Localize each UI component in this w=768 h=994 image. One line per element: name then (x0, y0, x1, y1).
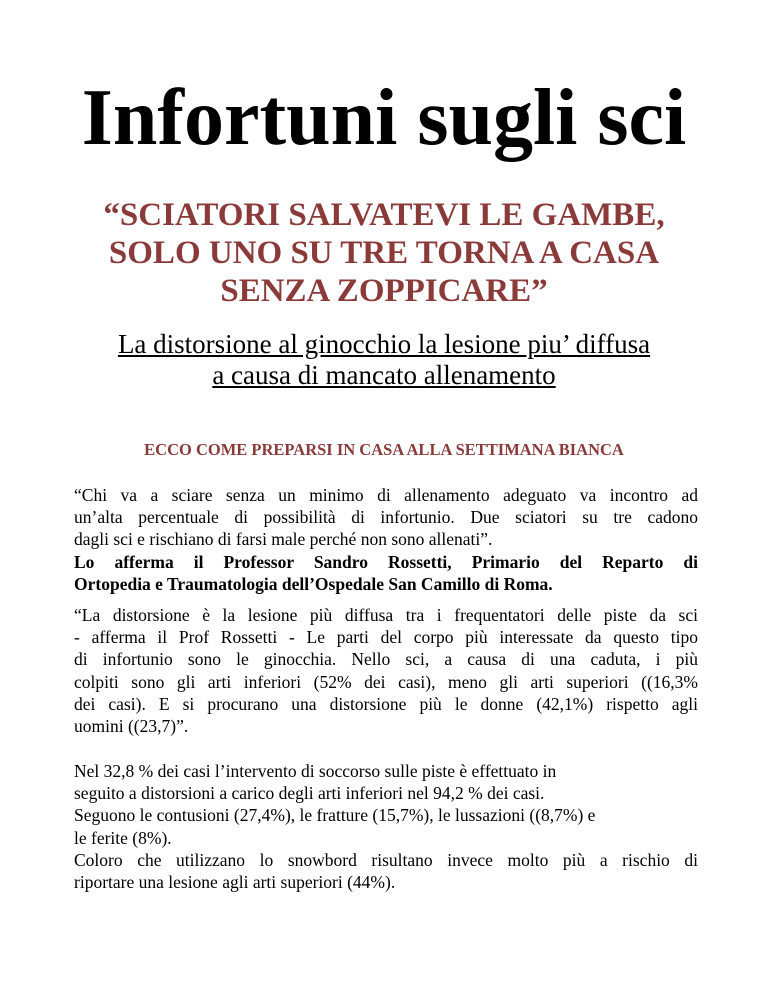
subtitle-line: a causa di mancato allenamento (212, 360, 556, 390)
subtitle-line: La distorsione al ginocchio la lesione piu’ diffusa (117, 329, 651, 359)
paragraph-line: “La distorsione è la lesione più diffusa tra i frequentatori delle piste da sci (74, 605, 698, 625)
headline-quote-line: SOLO UNO SU TRE TORNA A CASA (108, 235, 660, 271)
paragraph-line: Seguono le contusioni (27,4%), le fratture (15,7%), le lussazioni ((8,7%) e (74, 805, 596, 826)
document-title: Infortuni sugli sci (81, 74, 687, 162)
paragraph-line: uomini ((23,7)”. (74, 716, 189, 737)
paragraph-statistics (74, 604, 698, 737)
kicker: ECCO COME PREPARSI IN CASA ALLA SETTIMANA BIANCA (144, 440, 624, 459)
paragraph-line: “Chi va a sciare senza un minimo di allenamento adeguato va incontro ad (74, 485, 698, 505)
headline-quote (60, 196, 708, 310)
paragraph-line: le ferite (8%). (74, 827, 172, 848)
paragraph-line: riportare una lesione agli arti superiori (44%). (74, 872, 396, 893)
headline-quote-line: SENZA ZOPPICARE” (220, 273, 548, 309)
paragraph-line: un’alta percentuale di possibilità di infortunio. Due sciatori su tre cadono (74, 507, 698, 528)
paragraph-line: Coloro che utilizzano lo snowbord risultano invece molto più a rischio di (74, 849, 698, 870)
paragraph-line: Nel 32,8 % dei casi l’intervento di soccorso sulle piste è effettuato in (74, 761, 557, 781)
paragraph-line: colpiti sono gli arti inferiori (52% dei casi), meno gli arti superiori ((16,3% (74, 671, 698, 692)
paragraph-intro (74, 484, 698, 595)
subtitle (40, 329, 728, 391)
paragraph-line: dei casi). E si procurano una distorsione più le donne (42,1%) rispetto agli (74, 693, 698, 714)
paragraph-line: Ortopedia e Traumatologia dell’Ospedale San Camillo di Roma. (74, 573, 553, 594)
paragraph-line: seguito a distorsioni a carico degli arti inferiori nel 94,2 % dei casi. (74, 783, 545, 804)
headline-quote-line: “SCIATORI SALVATEVI LE GAMBE, (103, 197, 665, 233)
paragraph-line: di infortunio sono le ginocchia. Nello sci, a causa di una caduta, i più (74, 649, 698, 670)
paragraph-line: - afferma il Prof Rossetti - Le parti del corpo più interessate da questo tipo (74, 627, 698, 648)
paragraph-line: dagli sci e rischiano di farsi male perché non sono allenati”. (74, 529, 493, 550)
paragraph-rescue (74, 760, 698, 893)
paragraph-line: Lo afferma il Professor Sandro Rossetti, Primario del Reparto di (74, 551, 698, 572)
